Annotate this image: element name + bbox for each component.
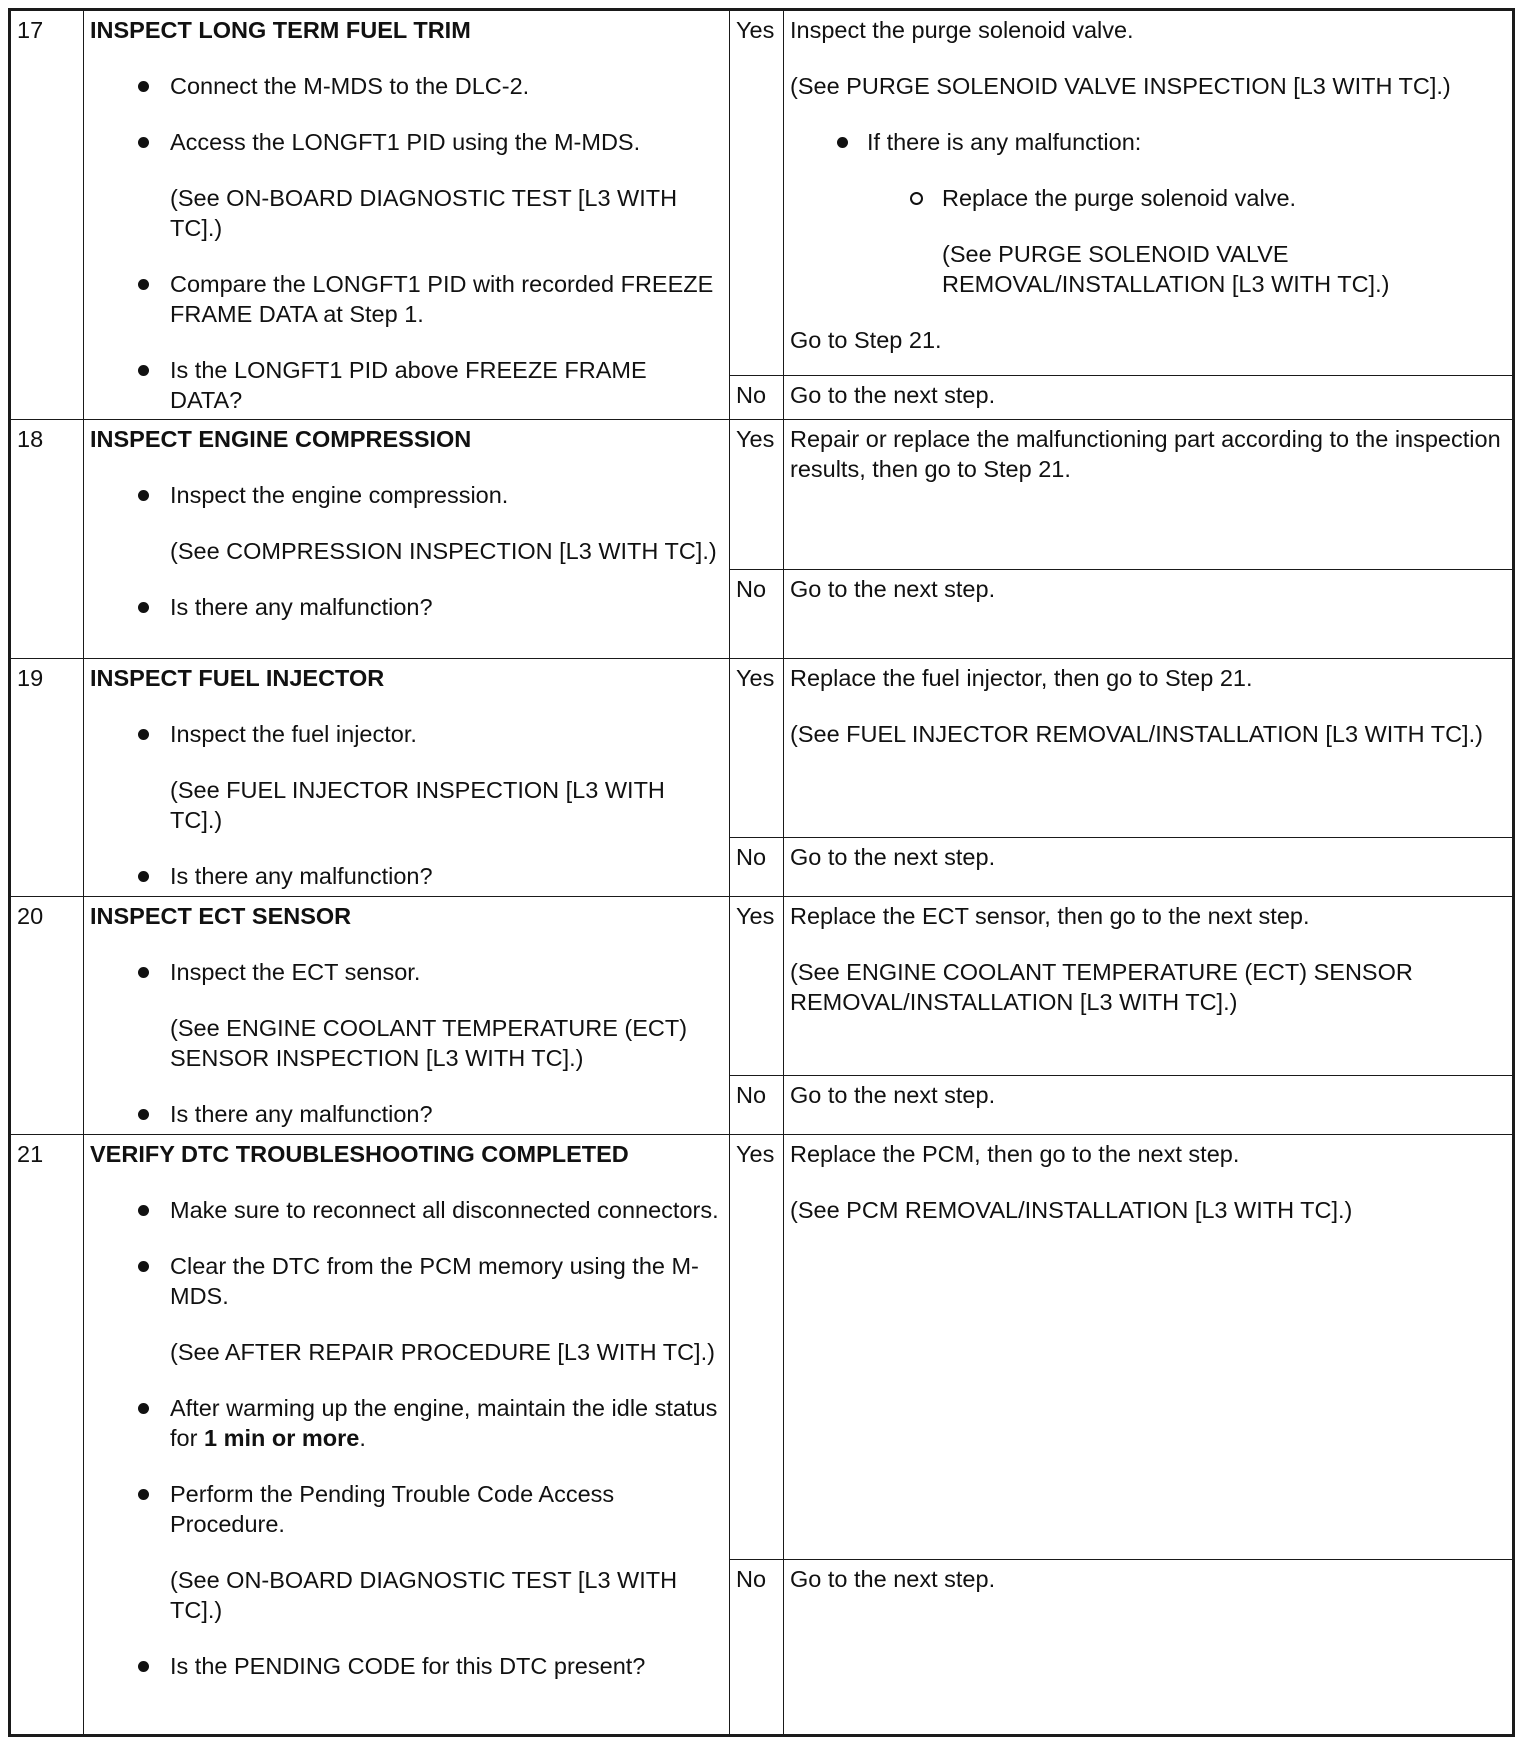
reference-text: (See PURGE SOLENOID VALVE REMOVAL/INSTALLATION [L3 WITH TC].): [942, 241, 1390, 297]
reference-text: (See PURGE SOLENOID VALVE INSPECTION [L3 WITH TC].): [790, 73, 1451, 99]
list-item: If there is any malfunction:: [790, 127, 1506, 157]
troubleshooting-table: [8, 8, 1515, 1737]
no-result-cell: Go to the next step.: [784, 1076, 1514, 1135]
no-label: No: [730, 570, 784, 659]
step-title: INSPECT ENGINE COMPRESSION: [90, 426, 472, 452]
list-item: Perform the Pending Trouble Code Access Procedure.: [90, 1479, 723, 1539]
bullet-icon: [138, 1403, 149, 1414]
list-item: Is there any malfunction?: [90, 861, 723, 891]
step-action-cell: [84, 10, 730, 420]
yes-label: Yes: [730, 420, 784, 570]
list-item: Is the LONGFT1 PID above FREEZE FRAME DATA?: [90, 355, 723, 415]
bullet-icon: [138, 967, 149, 978]
step-number: 17: [10, 10, 84, 420]
yes-result-cell: [784, 1135, 1514, 1560]
bullet-icon: [138, 137, 149, 148]
list-item: Inspect the fuel injector.: [90, 719, 723, 749]
step-action-cell: [84, 897, 730, 1135]
step-number: 21: [10, 1135, 84, 1736]
bullet-icon: [138, 490, 149, 501]
step-number: 20: [10, 897, 84, 1135]
step-number: 19: [10, 659, 84, 897]
list-item: Inspect the engine compression.: [90, 480, 723, 510]
step-row-yes: [10, 10, 1514, 376]
step-row-yes: [10, 659, 1514, 838]
no-result-cell: Go to the next step.: [784, 838, 1514, 897]
bullet-icon: [138, 279, 149, 290]
bullet-icon: [837, 137, 848, 148]
step-action-cell: [84, 1135, 730, 1736]
step-number: 18: [10, 420, 84, 659]
list-item: Is there any malfunction?: [90, 592, 723, 622]
bullet-icon: [138, 81, 149, 92]
no-label: No: [730, 838, 784, 897]
yes-label: Yes: [730, 1135, 784, 1560]
yes-result-cell: [784, 10, 1514, 376]
result-text: Inspect the purge solenoid valve.: [790, 17, 1134, 43]
yes-result-cell: [784, 659, 1514, 838]
bullet-icon: [138, 1205, 149, 1216]
list-item: Clear the DTC from the PCM memory using the M-MDS.: [90, 1251, 723, 1311]
reference-text: (See ON-BOARD DIAGNOSTIC TEST [L3 WITH TC].): [170, 185, 678, 241]
no-result-cell: Go to the next step.: [784, 375, 1514, 419]
list-item: Compare the LONGFT1 PID with recorded FREEZE FRAME DATA at Step 1.: [90, 269, 723, 329]
reference-text: (See AFTER REPAIR PROCEDURE [L3 WITH TC].): [170, 1339, 715, 1365]
result-text: Go to Step 21.: [790, 327, 942, 353]
result-text: Replace the fuel injector, then go to Step 21.: [790, 665, 1253, 691]
bullet-icon: [138, 1261, 149, 1272]
list-item: Make sure to reconnect all disconnected connectors.: [90, 1195, 723, 1225]
reference-text: (See ON-BOARD DIAGNOSTIC TEST [L3 WITH TC].): [170, 1567, 678, 1623]
step-title: INSPECT ECT SENSOR: [90, 903, 352, 929]
result-text: Replace the PCM, then go to the next step.: [790, 1141, 1240, 1167]
bullet-icon: [138, 1489, 149, 1500]
reference-text: (See FUEL INJECTOR INSPECTION [L3 WITH TC].): [170, 777, 665, 833]
list-item: Is there any malfunction?: [90, 1099, 723, 1129]
circle-bullet-icon: [910, 192, 923, 205]
no-result-cell: Go to the next step.: [784, 1560, 1514, 1736]
yes-label: Yes: [730, 897, 784, 1076]
list-item: After warming up the engine, maintain the idle status for 1 min or more.: [90, 1393, 723, 1453]
reference-text: (See ENGINE COOLANT TEMPERATURE (ECT) SENSOR REMOVAL/INSTALLATION [L3 WITH TC].): [790, 959, 1413, 1015]
bullet-icon: [138, 1109, 149, 1120]
bullet-icon: [138, 1661, 149, 1672]
emphasis-text: 1 min or more: [203, 1425, 360, 1451]
reference-text: (See COMPRESSION INSPECTION [L3 WITH TC].): [170, 538, 717, 564]
step-action-cell: [84, 659, 730, 897]
troubleshooting-table-page: [8, 8, 1512, 1732]
no-label: No: [730, 375, 784, 419]
yes-result-cell: [784, 897, 1514, 1076]
list-item: Is the PENDING CODE for this DTC present?: [90, 1651, 723, 1681]
bullet-icon: [138, 871, 149, 882]
list-item: Access the LONGFT1 PID using the M-MDS.: [90, 127, 723, 157]
step-action-cell: [84, 420, 730, 659]
step-title: VERIFY DTC TROUBLESHOOTING COMPLETED: [90, 1141, 629, 1167]
step-row-yes: [10, 897, 1514, 1076]
reference-text: (See ENGINE COOLANT TEMPERATURE (ECT) SENSOR INSPECTION [L3 WITH TC].): [170, 1015, 688, 1071]
step-row-yes: [10, 420, 1514, 570]
no-label: No: [730, 1076, 784, 1135]
bullet-icon: [138, 729, 149, 740]
list-item: Inspect the ECT sensor.: [90, 957, 723, 987]
yes-result-cell: Repair or replace the malfunctioning part according to the inspection results, then go to Step 21.: [784, 420, 1514, 570]
yes-label: Yes: [730, 659, 784, 838]
reference-text: (See PCM REMOVAL/INSTALLATION [L3 WITH TC].): [790, 1197, 1353, 1223]
no-label: No: [730, 1560, 784, 1736]
reference-text: (See FUEL INJECTOR REMOVAL/INSTALLATION [L3 WITH TC].): [790, 721, 1483, 747]
bullet-icon: [138, 365, 149, 376]
sub-list-item: Replace the purge solenoid valve.: [790, 183, 1506, 213]
step-row-yes: [10, 1135, 1514, 1560]
result-text: Replace the ECT sensor, then go to the next step.: [790, 903, 1310, 929]
list-item: Connect the M-MDS to the DLC-2.: [90, 71, 723, 101]
bullet-icon: [138, 602, 149, 613]
step-title: INSPECT FUEL INJECTOR: [90, 665, 385, 691]
yes-label: Yes: [730, 10, 784, 376]
no-result-cell: Go to the next step.: [784, 570, 1514, 659]
step-title: INSPECT LONG TERM FUEL TRIM: [90, 17, 471, 43]
